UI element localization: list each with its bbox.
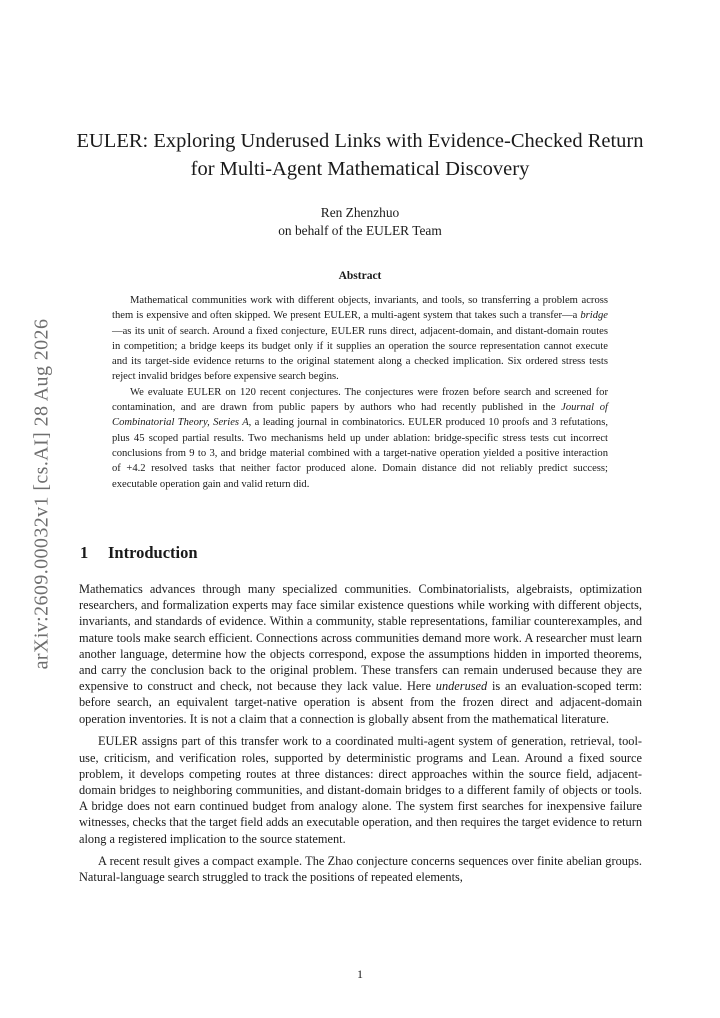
section-body <box>79 581 642 892</box>
abstract-p2-emphasis: Journal of Combinatorial Theory, Series A <box>112 402 608 429</box>
section-title: Introduction <box>108 543 198 562</box>
arxiv-sidebar <box>22 296 62 692</box>
section-heading <box>80 543 198 563</box>
abstract-heading: Abstract <box>338 270 382 282</box>
author-block <box>60 204 660 240</box>
body-p1-emphasis: underused <box>435 679 488 694</box>
author-name: Ren Zhenzhuo <box>320 205 400 220</box>
arxiv-identifier: arXiv:2609.00032v1 [cs.AI] 28 Aug 2026 <box>30 318 53 670</box>
abstract-p1-emphasis: bridge <box>580 310 608 322</box>
body-p1-text-b: is an evaluation-scoped term: before search, an equivalent target-native operation is absent from the frozen direct and adjacent-domain operation inventories. It is not a claim that a connection is globally absent from the mathematical literature. <box>79 679 642 726</box>
title-line-1: EULER: Exploring Underused Links with Evidence-Checked Return <box>76 130 644 152</box>
author-affiliation: on behalf of the EULER Team <box>278 223 442 238</box>
abstract-body <box>112 293 608 492</box>
body-paragraph-1 <box>79 581 642 727</box>
page-number: 1 <box>357 967 363 981</box>
abstract-p2-text-b: , a leading journal in combinatorics. EULER produced 10 proofs and 3 refutations, plus 45 scoped partial results. Two mechanisms held up under ablation: bridge-specific stress tests cut incorrect conclusions from 9 to 3, and bridge material combined with a target-native operation yielded a positive interaction of +4.2 resolved tasks that neither factor produced alone. Domain distance did not reliably predict success; executable operation gain and valid return did. <box>112 417 608 490</box>
body-p1-text-a: Mathematics advances through many specialized communities. Combinatorialists, algebraists, optimization researchers, and formalization experts may face similar existence questions while working with different objects, invariants, and standards of evidence. Within a community, stable representations, familiar counterexamples, and mature tools make search efficient. Connections across communities demand more work. A researcher must learn another language, determine how the objects correspond, expose the assumptions hidden in imported theorems, and carry the conclusion back to the original problem. These transfers can remain underused because they are expensive to construct and check, not because they lack value. Here <box>79 582 642 694</box>
abstract-paragraph-1 <box>112 293 608 385</box>
body-paragraph-3: A recent result gives a compact example. The Zhao conjecture concerns sequences over finite abelian groups. Natural-language search struggled to track the positions of repeated elements, <box>79 854 642 885</box>
section-number: 1 <box>80 543 89 562</box>
body-paragraph-2: EULER assigns part of this transfer work to a coordinated multi-agent system of generation, retrieval, tool-use, criticism, and verification roles, supported by deterministic programs and Lean. Around a fixed source problem, it develops competing routes at three distances: direct approaches within the source field, adjacent-domain bridges to neighboring communities, and distant-domain bridges to a different family of objects or tools. A bridge does not earn continued budget from analogy alone. The system first searches for inexpensive failure witnesses, checks that the target field adds an executable operation, and then requires the target evidence to return along a registered implication to the source statement. <box>79 734 642 846</box>
abstract-p1-text-a: Mathematical communities work with different objects, invariants, and tools, so transferring a problem across them is expensive and often skipped. We present EULER, a multi-agent system that takes such a transfer—a <box>112 295 608 322</box>
abstract-p2-text-a: We evaluate EULER on 120 recent conjectures. The conjectures were frozen before search and screened for contamination, and are drawn from public papers by authors who had recently published in the <box>112 386 608 414</box>
abstract-paragraph-2 <box>112 385 608 492</box>
abstract-p1-text-b: —as its unit of search. Around a fixed conjecture, EULER runs direct, adjacent-domain, and distant-domain routes in competition; a bridge keeps its budget only if it supplies an operation the source representation cannot execute and its target-side evidence returns to the original statement along a checked implication. Six ordered stress tests reject invalid bridges before expensive search begins. <box>112 325 608 383</box>
paper-title <box>60 127 660 183</box>
title-line-2: for Multi-Agent Mathematical Discovery <box>190 158 530 180</box>
